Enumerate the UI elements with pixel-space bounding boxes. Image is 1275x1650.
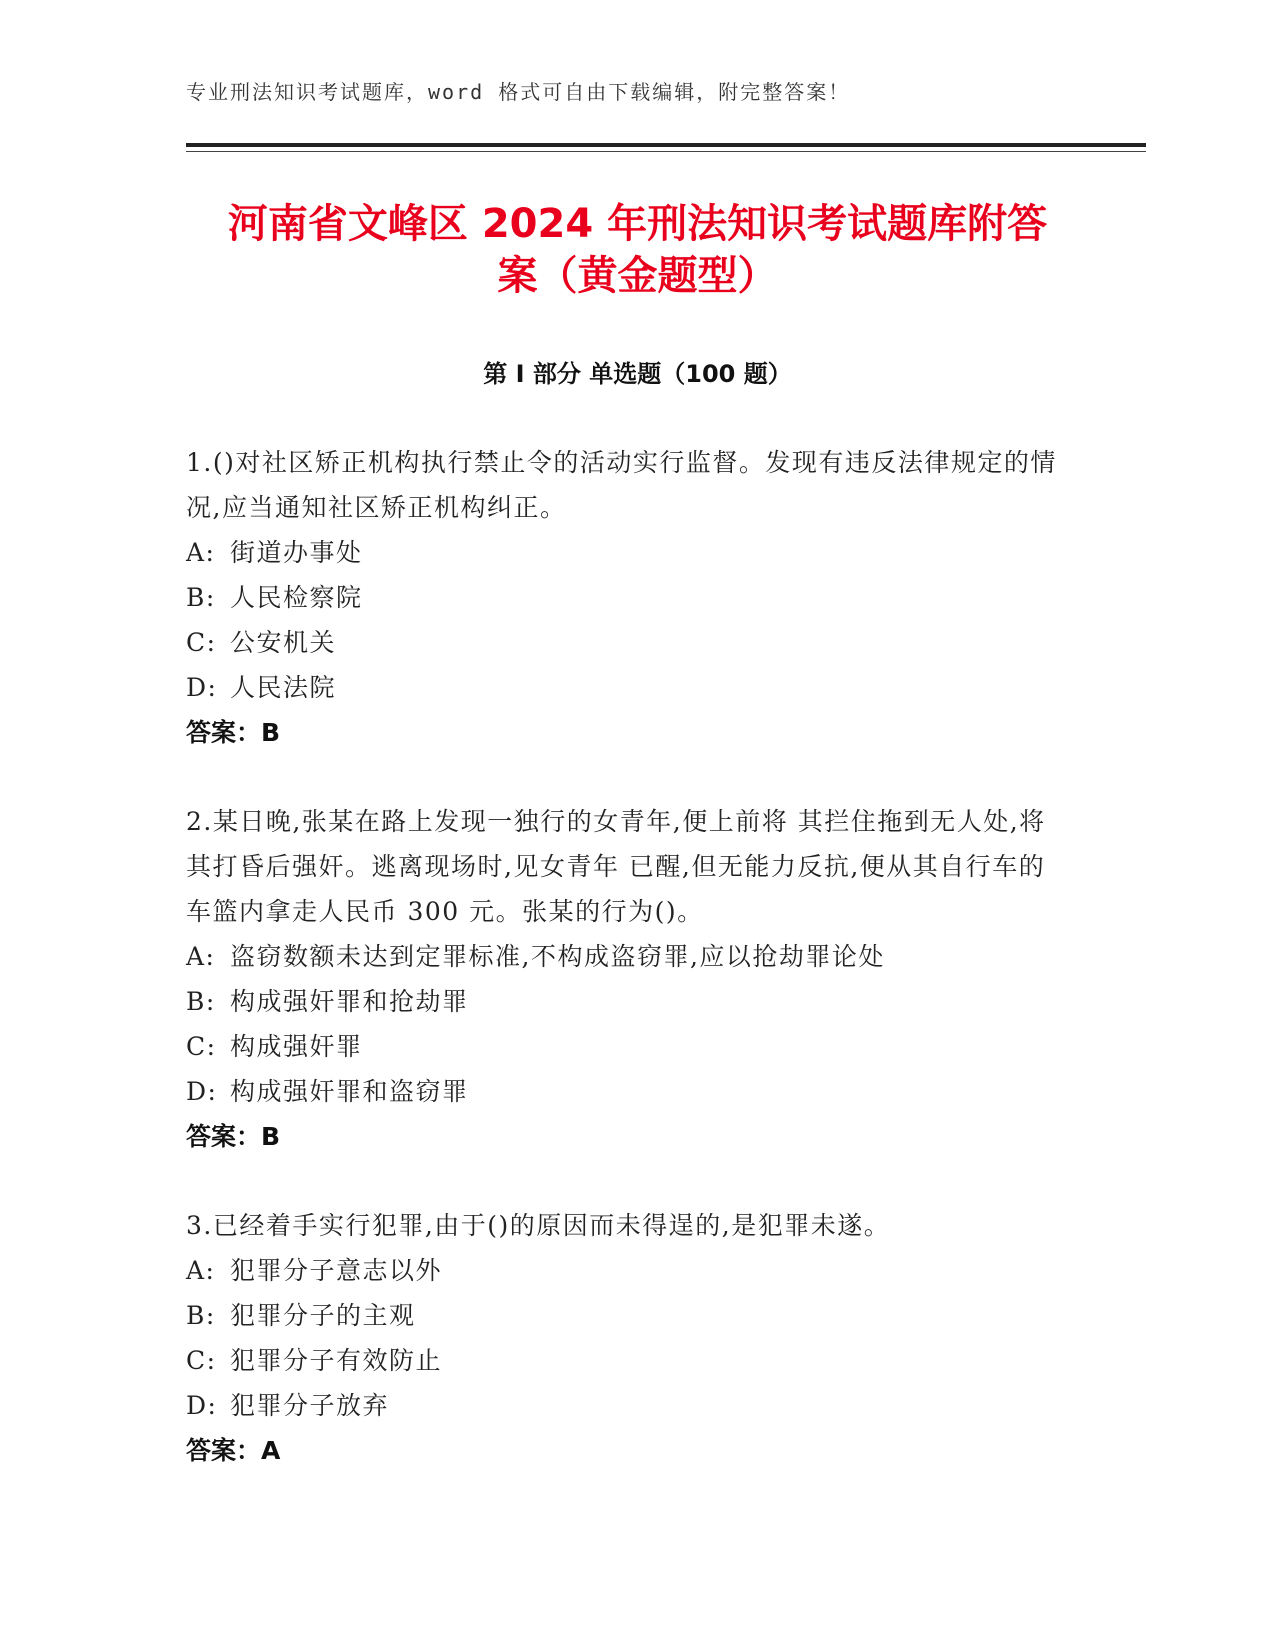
option-text: 犯罪分子放弃	[230, 1391, 390, 1420]
option-text: 公安机关	[230, 628, 337, 657]
option-letter: D:	[186, 673, 218, 702]
answer-line: 答案：B	[186, 1122, 281, 1151]
option-letter: A:	[186, 538, 216, 567]
option-a	[186, 1248, 1066, 1293]
answer-line: 答案：B	[186, 718, 281, 747]
option-d	[186, 665, 1066, 710]
header-rule-thin	[186, 151, 1146, 152]
option-letter: A:	[186, 942, 216, 971]
option-letter: C:	[186, 1346, 217, 1375]
option-letter: B:	[186, 583, 216, 612]
option-letter: C:	[186, 628, 217, 657]
question-stem: 1.()对社区矫正机构执行禁止令的活动实行监督。发现有违反法律规定的情况,应当通知社区矫正机构纠正。	[186, 448, 1057, 522]
option-text: 犯罪分子意志以外	[230, 1256, 443, 1285]
option-b	[186, 979, 1066, 1024]
option-letter: C:	[186, 1032, 217, 1061]
option-text: 人民检察院	[230, 583, 363, 612]
question-3	[186, 1203, 1066, 1473]
option-letter: B:	[186, 1301, 216, 1330]
option-c	[186, 1024, 1066, 1069]
option-d	[186, 1383, 1066, 1428]
title-line-1: 河南省文峰区 2024 年刑法知识考试题库附答	[227, 201, 1048, 247]
header-rule-thick	[186, 143, 1146, 147]
option-a	[186, 934, 1066, 979]
question-2	[186, 799, 1066, 1159]
title-line-2: 案（黄金题型）	[497, 253, 778, 299]
option-letter: B:	[186, 987, 216, 1016]
option-text: 犯罪分子的主观	[230, 1301, 416, 1330]
question-list	[186, 440, 1066, 1517]
option-c	[186, 620, 1066, 665]
question-1	[186, 440, 1066, 755]
option-letter: D:	[186, 1077, 218, 1106]
option-letter: A:	[186, 1256, 216, 1285]
section-heading: 第 I 部分 单选题（100 题）	[483, 360, 792, 388]
option-d	[186, 1069, 1066, 1114]
option-text: 构成强奸罪	[230, 1032, 363, 1061]
option-text: 构成强奸罪和盗窃罪	[230, 1077, 469, 1106]
option-text: 构成强奸罪和抢劫罪	[230, 987, 469, 1016]
option-text: 犯罪分子有效防止	[230, 1346, 443, 1375]
question-stem: 3.已经着手实行犯罪,由于()的原因而未得逞的,是犯罪未遂。	[186, 1211, 891, 1240]
option-b	[186, 1293, 1066, 1338]
option-text: 街道办事处	[230, 538, 363, 567]
option-b	[186, 575, 1066, 620]
header-note: 专业刑法知识考试题库，word 格式可自由下载编辑，附完整答案！	[186, 80, 851, 104]
document-title	[170, 198, 1105, 302]
option-a	[186, 530, 1066, 575]
option-letter: D:	[186, 1391, 218, 1420]
answer-line: 答案：A	[186, 1436, 281, 1465]
option-c	[186, 1338, 1066, 1383]
question-stem: 2.某日晚,张某在路上发现一独行的女青年,便上前将 其拦住拖到无人处,将其打昏后强奸。逃离现场时,见女青年 已醒,但无能力反抗,便从其自行车的车篮内拿走人民币 300 元。张某的行为()。	[186, 807, 1046, 926]
option-text: 人民法院	[230, 673, 337, 702]
option-text: 盗窃数额未达到定罪标准,不构成盗窃罪,应以抢劫罪论处	[230, 942, 885, 971]
